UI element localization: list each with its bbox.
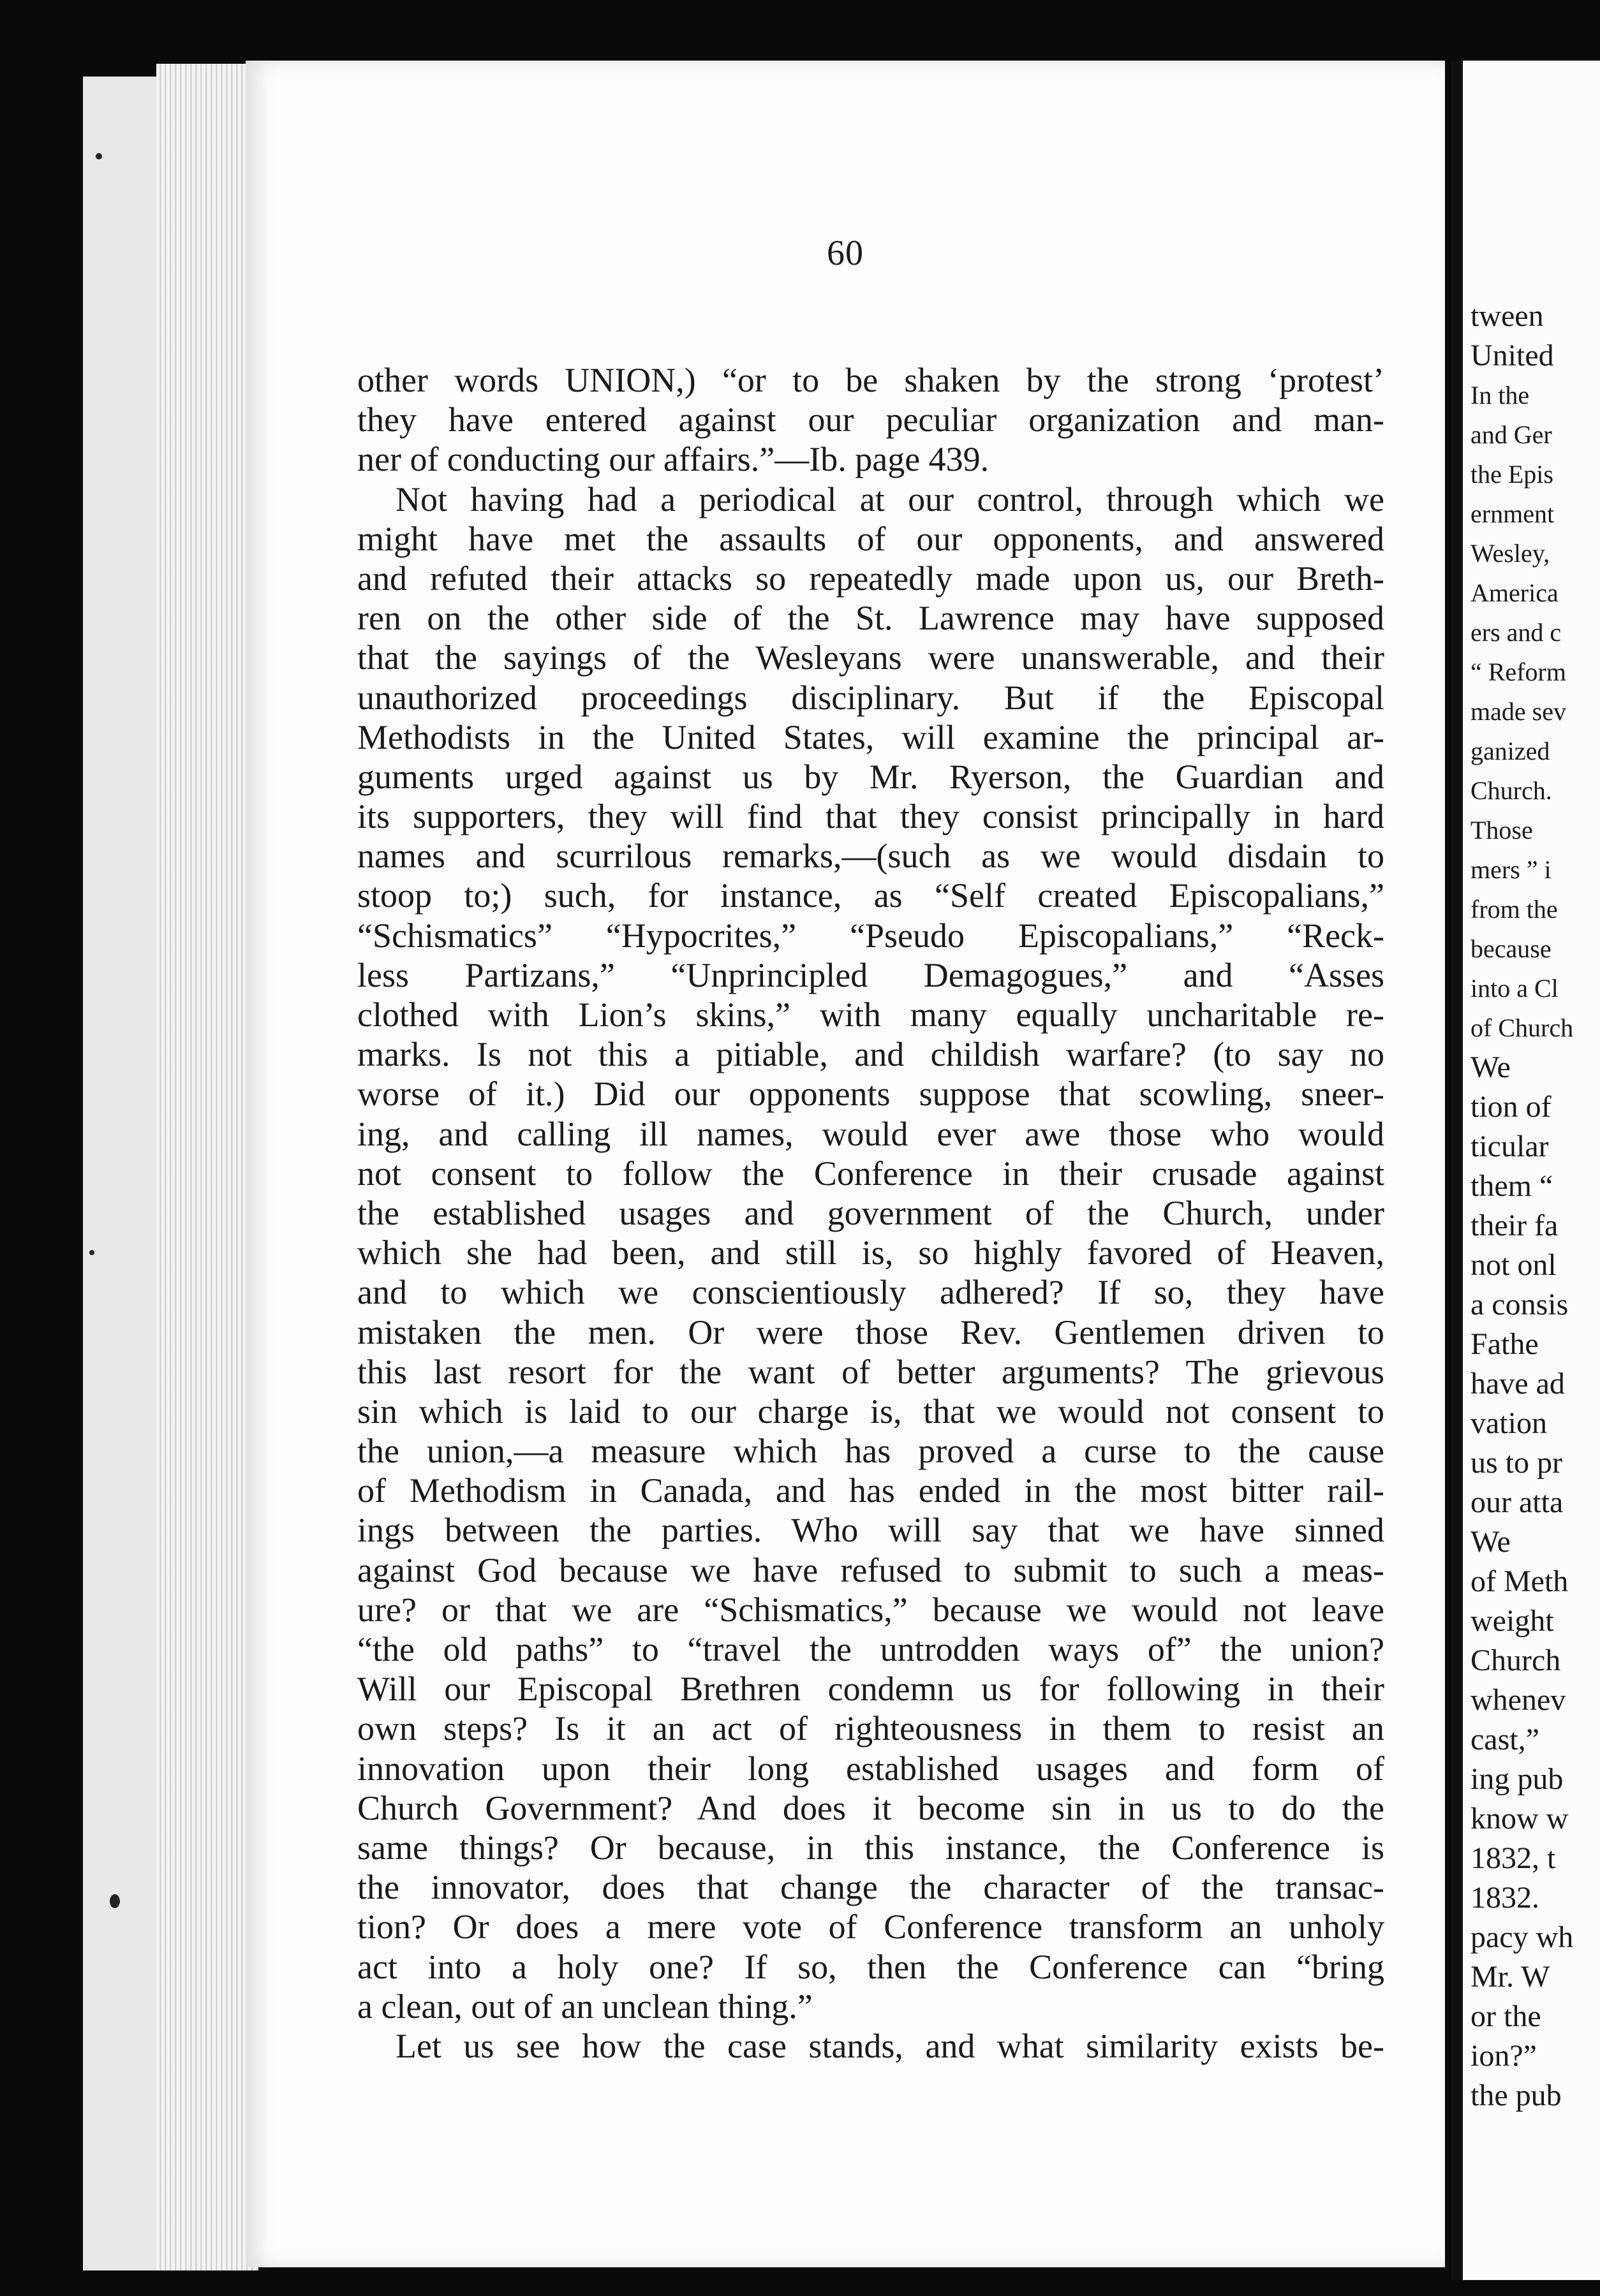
text-line: of Methodism in Canada, and has ended in the most bitter rail- [357, 1471, 1384, 1510]
text-line: this last resort for the want of better arguments? The grievous [357, 1352, 1384, 1391]
text-line: sin which is laid to our charge is, that we would not consent to [357, 1392, 1384, 1431]
facing-text-line: cast,” [1470, 1723, 1539, 1756]
text-line: “the old paths” to “travel the untrodden ways of” the union? [357, 1630, 1384, 1668]
facing-text-line: our atta [1470, 1485, 1564, 1519]
text-line: guments urged against us by Mr. Ryerson, the Guardian and [357, 757, 1384, 796]
text-line: worse of it.) Did our opponents suppose that scowling, sneer- [357, 1075, 1384, 1114]
facing-text-line: of Church [1470, 1013, 1574, 1042]
facing-text-line: whenev [1470, 1683, 1566, 1717]
text-line: Methodists in the United States, will examine the principal ar- [357, 718, 1384, 756]
facing-text-line: ganized [1470, 737, 1550, 765]
text-line: Church Government? And does it become sin in us to do the [357, 1788, 1384, 1827]
facing-text-line: pacy wh [1470, 1920, 1574, 1954]
text-line: might have met the assaults of our opponents, and answered [357, 519, 1384, 558]
facing-text-line: ion?” [1470, 2039, 1537, 2073]
facing-text-line: made sev [1470, 697, 1566, 726]
text-line: the union,—a measure which has proved a curse to the cause [357, 1432, 1384, 1471]
facing-text-line: know w [1470, 1802, 1569, 1836]
facing-text-line: or the [1470, 1999, 1541, 2033]
text-line: other words UNION,) “or to be shaken by the strong ‘protest’ [357, 361, 1384, 399]
facing-text-line: Church. [1470, 776, 1552, 805]
text-line: “Schismatics” “Hypocrites,” “Pseudo Episcopalians,” “Reck- [357, 916, 1384, 955]
book-page-edges [156, 64, 258, 2270]
text-line: same things? Or because, in this instance, the Conference is [357, 1828, 1384, 1867]
facing-text-line: and Ger [1470, 420, 1552, 449]
text-line: the innovator, does that change the character of the transac- [357, 1868, 1384, 1907]
facing-text-line: a consis [1470, 1288, 1569, 1321]
text-line: they have entered against our peculiar organization and man- [357, 401, 1384, 439]
facing-text-line: ernment [1470, 499, 1555, 528]
facing-text-line: into a Cl [1470, 974, 1559, 1003]
facing-text-line: Wesley, [1470, 539, 1550, 568]
scan-speck [96, 153, 102, 159]
text-line: act into a holy one? If so, then the Conference can “bring [357, 1947, 1384, 1986]
facing-text-line: because [1470, 934, 1552, 963]
facing-text-line: have ad [1470, 1367, 1565, 1401]
text-line: and refuted their attacks so repeatedly made upon us, our Breth- [357, 559, 1384, 598]
text-line: the established usages and government of the Church, under [357, 1193, 1384, 1232]
text-line: own steps? Is it an act of righteousness in them to resist an [357, 1709, 1384, 1748]
facing-text-line: Fathe [1470, 1327, 1539, 1361]
text-line: not consent to follow the Conference in their crusade against [357, 1154, 1384, 1193]
facing-text-line: We [1470, 1050, 1511, 1084]
facing-text-line: us to pr [1470, 1446, 1562, 1480]
text-line: innovation upon their long established usages and form of [357, 1749, 1384, 1788]
main-page [246, 61, 1445, 2267]
facing-text-line: their fa [1470, 1209, 1559, 1242]
text-line: which she had been, and still is, so highly favored of Heaven, [357, 1233, 1384, 1272]
page-number: 60 [827, 233, 864, 273]
text-line: clothed with Lion’s skins,” with many equally uncharitable re- [357, 996, 1384, 1034]
text-line: ren on the other side of the St. Lawrence may have supposed [357, 599, 1384, 638]
facing-text-line: weight [1470, 1604, 1554, 1638]
text-line: ner of conducting our affairs.”—Ib. page 439. [357, 440, 989, 479]
facing-text-line: tion of [1470, 1090, 1552, 1124]
text-line: against God because we have refused to submit to such a meas- [357, 1550, 1384, 1589]
facing-text-line: vation [1470, 1406, 1547, 1440]
facing-text-line: 1832, t [1470, 1841, 1556, 1875]
text-line: ure? or that we are “Schismatics,” because we would not leave [357, 1590, 1384, 1629]
facing-text-line: America [1470, 578, 1559, 607]
facing-text-line: them “ [1470, 1169, 1553, 1203]
facing-text-line: Mr. W [1470, 1960, 1550, 1994]
text-line: mistaken the men. Or were those Rev. Gentlemen driven to [357, 1313, 1384, 1351]
facing-text-line: ing pub [1470, 1762, 1564, 1796]
facing-text-line: Church [1470, 1644, 1561, 1677]
text-line: ing, and calling ill names, would ever awe those who would [357, 1114, 1384, 1153]
text-line: a clean, out of an unclean thing.” [357, 1987, 813, 2026]
text-line: unauthorized proceedings disciplinary. But if the Episcopal [357, 678, 1384, 717]
text-line: stoop to;) such, for instance, as “Self created Episcopalians,” [357, 876, 1384, 915]
text-line: Let us see how the case stands, and what similarity exists be- [396, 2026, 1384, 2065]
facing-text-line: Those [1470, 816, 1533, 844]
text-line: and to which we conscientiously adhered? If so, they have [357, 1273, 1384, 1312]
text-line: names and scurrilous remarks,—(such as we would disdain to [357, 837, 1384, 876]
text-line: tion? Or does a mere vote of Conference transform an unholy [357, 1908, 1384, 1946]
text-line: Not having had a periodical at our control, through which we [396, 480, 1384, 519]
scan-speck [89, 1250, 94, 1255]
facing-page-text [1470, 297, 1600, 2116]
text-line: less Partizans,” “Unprincipled Demagogues,” and “Asses [357, 955, 1384, 994]
facing-text-line: United [1470, 339, 1554, 372]
facing-text-line: the Epis [1470, 460, 1553, 489]
text-line: its supporters, they will find that they consist principally in hard [357, 797, 1384, 836]
facing-text-line: tween [1470, 299, 1544, 333]
text-line: that the sayings of the Wesleyans were unanswerable, and their [357, 638, 1384, 677]
facing-text-line: We [1470, 1525, 1511, 1559]
text-line: marks. Is not this a pitiable, and childish warfare? (to say no [357, 1035, 1384, 1074]
text-line: ings between the parties. Who will say that we have sinned [357, 1511, 1384, 1550]
facing-text-line: ticular [1470, 1130, 1549, 1163]
facing-page [1451, 61, 1600, 2280]
facing-text-line: of Meth [1470, 1564, 1569, 1598]
facing-text-line: ers and c [1470, 618, 1562, 647]
facing-text-line: In the [1470, 381, 1530, 409]
body-text [357, 360, 1384, 2066]
facing-text-line: mers ” i [1470, 855, 1552, 884]
scan-speck [110, 1894, 120, 1908]
facing-text-line: from the [1470, 895, 1558, 924]
facing-text-line: not onl [1470, 1248, 1557, 1282]
facing-text-line: 1832. [1470, 1881, 1539, 1915]
facing-text-line: “ Reform [1470, 658, 1566, 686]
facing-text-line: the pub [1470, 2079, 1562, 2112]
text-line: Will our Episcopal Brethren condemn us for following in their [357, 1670, 1384, 1709]
